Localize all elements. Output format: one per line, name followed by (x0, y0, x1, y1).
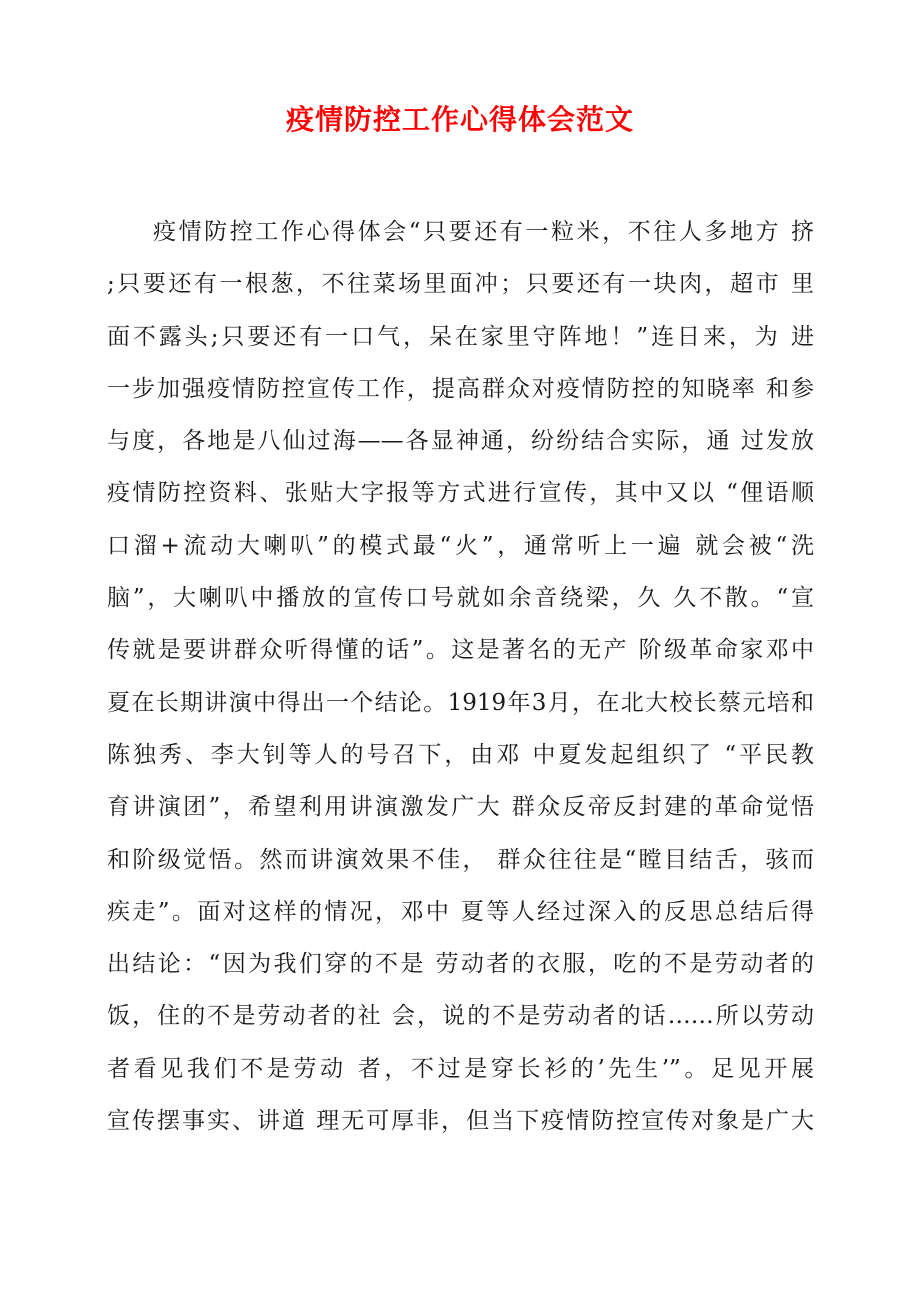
text-line: 一步加强疫情防控宣传工作，提高群众对疫情防控的知晓率 和参 (107, 375, 814, 402)
text-line: 疾走”。面对这样的情况，邓中 夏等人经过深入的反思总结后得 (107, 898, 814, 925)
text-line: 与度，各地是八仙过海——各显神通，纷纷结合实际，通 过发放 (107, 428, 814, 455)
text-line: 出结论：“因为我们穿的不是 劳动者的衣服，吃的不是劳动者的 (107, 951, 814, 978)
text-line: ;只要还有一根葱，不往菜场里面冲；只要还有一块肉，超市 里 (107, 271, 814, 298)
text-line: 和阶级觉悟。然而讲演效果不佳， 群众往往是“瞠目结舌，骇而 (107, 846, 814, 873)
text-line: 宣传摆事实、讲道 理无可厚非，但当下疫情防控宣传对象是广大 (107, 1108, 814, 1135)
text-line: 饭，住的不是劳动者的社 会，说的不是劳动者的话……所以劳动 (107, 1003, 814, 1030)
text-line: 育讲演团”，希望利用讲演激发广大 群众反帝反封建的革命觉悟 (107, 794, 814, 821)
text-line: 夏在长期讲演中得出一个结论。1919年3月，在北大校长蔡元培和 (107, 689, 814, 716)
document-title: 疫情防控工作心得体会范文 (285, 103, 634, 136)
text-line: 口溜+流动大喇叭”的模式最“火”，通常听上一遍 就会被“洗 (107, 532, 814, 559)
text-line: 面不露头;只要还有一口气，呆在家里守阵地！”连日来，为 进 (107, 323, 814, 350)
text-line: 陈独秀、李大钊等人的号召下，由邓 中夏发起组织了 “平民教 (107, 741, 814, 768)
text-line: 者看见我们不是劳动 者，不过是穿长衫的’先生’”。足见开展 (107, 1055, 814, 1082)
text-line: 传就是要讲群众听得懂的话”。这是著名的无产 阶级革命家邓中 (107, 637, 814, 664)
text-line: 疫情防控工作心得体会“只要还有一粒米，不往人多地方 挤 (153, 219, 814, 245)
text-line: 脑”，大喇叭中播放的宣传口号就如余音绕梁，久 久不散。“宣 (107, 585, 814, 612)
document-body (107, 210, 814, 1151)
text-line: 疫情防控资料、张贴大字报等方式进行宣传，其中又以 “俚语顺 (107, 480, 814, 507)
